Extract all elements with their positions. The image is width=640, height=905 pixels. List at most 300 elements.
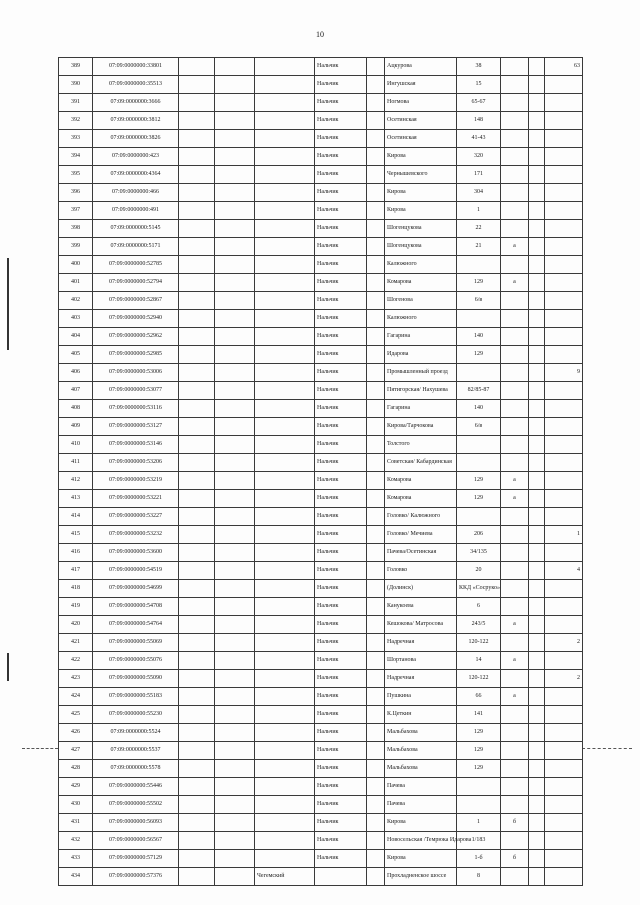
row-number: 408 bbox=[59, 400, 93, 418]
blank-cell bbox=[529, 814, 545, 832]
cadastral-number: 07:09:0000000:466 bbox=[93, 184, 179, 202]
district-name bbox=[255, 292, 315, 310]
cadastral-number: 07:09:0000000:53227 bbox=[93, 508, 179, 526]
district-name bbox=[255, 526, 315, 544]
cadastral-number: 07:09:0000000:55069 bbox=[93, 634, 179, 652]
scan-dash-line-right bbox=[582, 748, 632, 749]
city-name: Нальчик bbox=[315, 706, 367, 724]
street-name: Шогенцукова bbox=[385, 220, 457, 238]
city-name: Нальчик bbox=[315, 580, 367, 598]
table-row bbox=[59, 418, 583, 436]
blank-cell bbox=[215, 724, 255, 742]
scan-dash-line-left bbox=[22, 748, 58, 749]
blank-cell bbox=[529, 238, 545, 256]
blank-cell bbox=[179, 418, 215, 436]
flat-number bbox=[545, 724, 583, 742]
city-name: Нальчик bbox=[315, 454, 367, 472]
street-name: Кирова bbox=[385, 148, 457, 166]
flat-number bbox=[545, 850, 583, 868]
blank-cell bbox=[215, 598, 255, 616]
row-number: 421 bbox=[59, 634, 93, 652]
house-number: 148 bbox=[457, 112, 501, 130]
street-name: Шогенова bbox=[385, 292, 457, 310]
building-letter bbox=[501, 760, 529, 778]
flat-number bbox=[545, 868, 583, 886]
blank-cell bbox=[367, 76, 385, 94]
blank-cell bbox=[529, 454, 545, 472]
blank-cell bbox=[215, 868, 255, 886]
building-letter: а bbox=[501, 652, 529, 670]
city-name: Нальчик bbox=[315, 526, 367, 544]
building-letter: а bbox=[501, 688, 529, 706]
blank-cell bbox=[215, 58, 255, 76]
house-number: 129 bbox=[457, 472, 501, 490]
house-number: 34/135 bbox=[457, 544, 501, 562]
blank-cell bbox=[367, 310, 385, 328]
house-number: 21 bbox=[457, 238, 501, 256]
blank-cell bbox=[179, 94, 215, 112]
table-row bbox=[59, 760, 583, 778]
street-name: Кирова bbox=[385, 184, 457, 202]
district-name bbox=[255, 58, 315, 76]
table-row bbox=[59, 490, 583, 508]
blank-cell bbox=[179, 814, 215, 832]
street-name: Кирова bbox=[385, 814, 457, 832]
blank-cell bbox=[215, 382, 255, 400]
blank-cell bbox=[529, 274, 545, 292]
district-name bbox=[255, 796, 315, 814]
flat-number bbox=[545, 616, 583, 634]
building-letter bbox=[501, 130, 529, 148]
row-number: 433 bbox=[59, 850, 93, 868]
flat-number bbox=[545, 544, 583, 562]
street-name: Кирова bbox=[385, 202, 457, 220]
flat-number bbox=[545, 256, 583, 274]
row-number: 390 bbox=[59, 76, 93, 94]
street-name: Гагарина bbox=[385, 328, 457, 346]
cadastral-number: 07:09:0000000:54519 bbox=[93, 562, 179, 580]
district-name bbox=[255, 220, 315, 238]
table-row bbox=[59, 706, 583, 724]
house-number: 1/183 bbox=[457, 832, 501, 850]
cadastral-number: 07:09:0000000:5524 bbox=[93, 724, 179, 742]
table-row bbox=[59, 58, 583, 76]
blank-cell bbox=[529, 598, 545, 616]
flat-number bbox=[545, 436, 583, 454]
blank-cell bbox=[215, 562, 255, 580]
street-name: Пачева bbox=[385, 796, 457, 814]
blank-cell bbox=[215, 760, 255, 778]
district-name bbox=[255, 328, 315, 346]
building-letter bbox=[501, 256, 529, 274]
row-number: 394 bbox=[59, 148, 93, 166]
cadastral-number: 07:09:0000000:53127 bbox=[93, 418, 179, 436]
flat-number: 4 bbox=[545, 562, 583, 580]
row-number: 420 bbox=[59, 616, 93, 634]
house-number: 66 bbox=[457, 688, 501, 706]
blank-cell bbox=[215, 796, 255, 814]
cadastral-number: 07:09:0000000:55090 bbox=[93, 670, 179, 688]
blank-cell bbox=[367, 670, 385, 688]
blank-cell bbox=[367, 526, 385, 544]
blank-cell bbox=[529, 166, 545, 184]
street-name: Надречная bbox=[385, 670, 457, 688]
row-number: 392 bbox=[59, 112, 93, 130]
house-number: 129 bbox=[457, 760, 501, 778]
row-number: 406 bbox=[59, 364, 93, 382]
house-number: 15 bbox=[457, 76, 501, 94]
blank-cell bbox=[367, 112, 385, 130]
table-row bbox=[59, 94, 583, 112]
flat-number bbox=[545, 706, 583, 724]
flat-number: 63 bbox=[545, 58, 583, 76]
blank-cell bbox=[529, 112, 545, 130]
flat-number bbox=[545, 760, 583, 778]
blank-cell bbox=[179, 184, 215, 202]
house-number: 1-б bbox=[457, 850, 501, 868]
blank-cell bbox=[179, 454, 215, 472]
cadastral-number: 07:09:0000000:3826 bbox=[93, 130, 179, 148]
cadastral-number: 07:09:0000000:55230 bbox=[93, 706, 179, 724]
blank-cell bbox=[367, 418, 385, 436]
house-number: 41-43 bbox=[457, 130, 501, 148]
building-letter bbox=[501, 634, 529, 652]
district-name bbox=[255, 544, 315, 562]
row-number: 397 bbox=[59, 202, 93, 220]
building-letter bbox=[501, 202, 529, 220]
blank-cell bbox=[179, 436, 215, 454]
blank-cell bbox=[215, 76, 255, 94]
building-letter bbox=[501, 166, 529, 184]
house-number bbox=[457, 796, 501, 814]
blank-cell bbox=[215, 616, 255, 634]
blank-cell bbox=[367, 400, 385, 418]
building-letter bbox=[501, 778, 529, 796]
flat-number bbox=[545, 148, 583, 166]
district-name bbox=[255, 652, 315, 670]
blank-cell bbox=[529, 220, 545, 238]
table-row bbox=[59, 850, 583, 868]
row-number: 400 bbox=[59, 256, 93, 274]
blank-cell bbox=[179, 310, 215, 328]
table-row bbox=[59, 742, 583, 760]
blank-cell bbox=[215, 436, 255, 454]
blank-cell bbox=[367, 130, 385, 148]
blank-cell bbox=[215, 112, 255, 130]
street-name: Пачева bbox=[385, 778, 457, 796]
district-name bbox=[255, 724, 315, 742]
building-letter: а bbox=[501, 238, 529, 256]
street-name: Пачева/Осетинская bbox=[385, 544, 457, 562]
table-row bbox=[59, 562, 583, 580]
cadastral-number: 07:09:0000000:3666 bbox=[93, 94, 179, 112]
blank-cell bbox=[367, 580, 385, 598]
table-row bbox=[59, 148, 583, 166]
blank-cell bbox=[179, 634, 215, 652]
cadastral-number: 07:09:0000000:56093 bbox=[93, 814, 179, 832]
blank-cell bbox=[179, 112, 215, 130]
blank-cell bbox=[215, 274, 255, 292]
cadastral-number: 07:09:0000000:56567 bbox=[93, 832, 179, 850]
blank-cell bbox=[367, 220, 385, 238]
table-row bbox=[59, 184, 583, 202]
table-row bbox=[59, 508, 583, 526]
house-number bbox=[457, 364, 501, 382]
house-number: 120-122 bbox=[457, 670, 501, 688]
flat-number bbox=[545, 382, 583, 400]
cadastral-number: 07:09:0000000:53221 bbox=[93, 490, 179, 508]
flat-number bbox=[545, 220, 583, 238]
row-number: 423 bbox=[59, 670, 93, 688]
blank-cell bbox=[215, 832, 255, 850]
blank-cell bbox=[215, 94, 255, 112]
building-letter bbox=[501, 598, 529, 616]
city-name: Нальчик bbox=[315, 796, 367, 814]
city-name: Нальчик bbox=[315, 598, 367, 616]
flat-number: 9 bbox=[545, 364, 583, 382]
blank-cell bbox=[179, 580, 215, 598]
city-name: Нальчик bbox=[315, 310, 367, 328]
row-number: 389 bbox=[59, 58, 93, 76]
blank-cell bbox=[367, 850, 385, 868]
blank-cell bbox=[529, 670, 545, 688]
blank-cell bbox=[529, 688, 545, 706]
city-name: Нальчик bbox=[315, 328, 367, 346]
table-row bbox=[59, 652, 583, 670]
row-number: 427 bbox=[59, 742, 93, 760]
city-name: Нальчик bbox=[315, 508, 367, 526]
district-name bbox=[255, 634, 315, 652]
row-number: 426 bbox=[59, 724, 93, 742]
building-letter bbox=[501, 418, 529, 436]
district-name bbox=[255, 166, 315, 184]
street-name: Надречная bbox=[385, 634, 457, 652]
house-number: 140 bbox=[457, 328, 501, 346]
blank-cell bbox=[215, 130, 255, 148]
house-number: 141 bbox=[457, 706, 501, 724]
table-row bbox=[59, 346, 583, 364]
house-number bbox=[457, 508, 501, 526]
flat-number bbox=[545, 796, 583, 814]
city-name: Нальчик bbox=[315, 112, 367, 130]
blank-cell bbox=[179, 292, 215, 310]
row-number: 432 bbox=[59, 832, 93, 850]
blank-cell bbox=[367, 274, 385, 292]
house-number: 243/5 bbox=[457, 616, 501, 634]
building-letter bbox=[501, 544, 529, 562]
blank-cell bbox=[529, 760, 545, 778]
blank-cell bbox=[215, 814, 255, 832]
blank-cell bbox=[367, 382, 385, 400]
cadastral-number: 07:09:0000000:52785 bbox=[93, 256, 179, 274]
city-name: Нальчик bbox=[315, 832, 367, 850]
row-number: 405 bbox=[59, 346, 93, 364]
blank-cell bbox=[215, 184, 255, 202]
district-name bbox=[255, 706, 315, 724]
blank-cell bbox=[215, 166, 255, 184]
blank-cell bbox=[367, 436, 385, 454]
building-letter bbox=[501, 148, 529, 166]
city-name: Нальчик bbox=[315, 202, 367, 220]
cadastral-number: 07:09:0000000:3812 bbox=[93, 112, 179, 130]
house-number: 22 bbox=[457, 220, 501, 238]
house-number: 6/в bbox=[457, 418, 501, 436]
blank-cell bbox=[179, 688, 215, 706]
flat-number bbox=[545, 400, 583, 418]
row-number: 396 bbox=[59, 184, 93, 202]
city-name: Нальчик bbox=[315, 742, 367, 760]
row-number: 399 bbox=[59, 238, 93, 256]
table-row bbox=[59, 634, 583, 652]
city-name: Нальчик bbox=[315, 634, 367, 652]
flat-number bbox=[545, 598, 583, 616]
blank-cell bbox=[529, 652, 545, 670]
blank-cell bbox=[215, 544, 255, 562]
row-number: 417 bbox=[59, 562, 93, 580]
house-number: 304 bbox=[457, 184, 501, 202]
blank-cell bbox=[215, 256, 255, 274]
flat-number bbox=[545, 580, 583, 598]
house-number: ККД «Сосруко» bbox=[457, 580, 501, 598]
street-name: Ацкурова bbox=[385, 58, 457, 76]
house-number bbox=[457, 310, 501, 328]
row-number: 403 bbox=[59, 310, 93, 328]
building-letter bbox=[501, 454, 529, 472]
blank-cell bbox=[179, 760, 215, 778]
page-number: 10 bbox=[316, 30, 324, 39]
blank-cell bbox=[179, 526, 215, 544]
row-number: 393 bbox=[59, 130, 93, 148]
city-name: Нальчик bbox=[315, 76, 367, 94]
city-name: Нальчик bbox=[315, 778, 367, 796]
street-name: Ногмова bbox=[385, 94, 457, 112]
city-name: Нальчик bbox=[315, 490, 367, 508]
district-name bbox=[255, 382, 315, 400]
blank-cell bbox=[215, 472, 255, 490]
table-row bbox=[59, 778, 583, 796]
building-letter: а bbox=[501, 616, 529, 634]
cadastral-number: 07:09:0000000:52985 bbox=[93, 346, 179, 364]
cadastral-number: 07:09:0000000:33801 bbox=[93, 58, 179, 76]
blank-cell bbox=[367, 652, 385, 670]
flat-number: 1 bbox=[545, 526, 583, 544]
blank-cell bbox=[367, 688, 385, 706]
row-number: 401 bbox=[59, 274, 93, 292]
house-number bbox=[457, 454, 501, 472]
district-name bbox=[255, 580, 315, 598]
blank-cell bbox=[529, 796, 545, 814]
row-number: 424 bbox=[59, 688, 93, 706]
blank-cell bbox=[529, 256, 545, 274]
city-name: Нальчик bbox=[315, 670, 367, 688]
blank-cell bbox=[367, 634, 385, 652]
table-row bbox=[59, 814, 583, 832]
district-name bbox=[255, 814, 315, 832]
table-row bbox=[59, 76, 583, 94]
table-row bbox=[59, 670, 583, 688]
house-number: 206 bbox=[457, 526, 501, 544]
blank-cell bbox=[367, 796, 385, 814]
building-letter bbox=[501, 76, 529, 94]
district-name bbox=[255, 778, 315, 796]
cadastral-number: 07:09:0000000:55183 bbox=[93, 688, 179, 706]
district-name bbox=[255, 760, 315, 778]
row-number: 428 bbox=[59, 760, 93, 778]
flat-number bbox=[545, 742, 583, 760]
street-name: Кирова/Тарчокова bbox=[385, 418, 457, 436]
flat-number: 2 bbox=[545, 670, 583, 688]
district-name bbox=[255, 274, 315, 292]
cadastral-number: 07:09:0000000:53219 bbox=[93, 472, 179, 490]
street-name: Чернышевского bbox=[385, 166, 457, 184]
blank-cell bbox=[529, 130, 545, 148]
blank-cell bbox=[179, 238, 215, 256]
blank-cell bbox=[215, 454, 255, 472]
row-number: 430 bbox=[59, 796, 93, 814]
row-number: 431 bbox=[59, 814, 93, 832]
street-name: Промышленный проезд bbox=[385, 364, 457, 382]
blank-cell bbox=[215, 490, 255, 508]
table-row bbox=[59, 364, 583, 382]
building-letter bbox=[501, 94, 529, 112]
blank-cell bbox=[367, 454, 385, 472]
cadastral-number: 07:09:0000000:52962 bbox=[93, 328, 179, 346]
blank-cell bbox=[215, 850, 255, 868]
district-name bbox=[255, 508, 315, 526]
house-number: 171 bbox=[457, 166, 501, 184]
house-number: 129 bbox=[457, 724, 501, 742]
blank-cell bbox=[179, 598, 215, 616]
cadastral-number: 07:09:0000000:423 bbox=[93, 148, 179, 166]
street-name: К.Цеткин bbox=[385, 706, 457, 724]
blank-cell bbox=[529, 364, 545, 382]
table-row bbox=[59, 328, 583, 346]
blank-cell bbox=[529, 382, 545, 400]
blank-cell bbox=[529, 526, 545, 544]
blank-cell bbox=[215, 364, 255, 382]
blank-cell bbox=[179, 742, 215, 760]
cadastral-number: 07:09:0000000:53146 bbox=[93, 436, 179, 454]
blank-cell bbox=[529, 310, 545, 328]
building-letter bbox=[501, 184, 529, 202]
street-name: Гагарина bbox=[385, 400, 457, 418]
cadastral-number: 07:09:0000000:5578 bbox=[93, 760, 179, 778]
row-number: 407 bbox=[59, 382, 93, 400]
flat-number bbox=[545, 832, 583, 850]
blank-cell bbox=[179, 652, 215, 670]
building-letter bbox=[501, 400, 529, 418]
cadastral-number: 07:09:0000000:55076 bbox=[93, 652, 179, 670]
table-row bbox=[59, 472, 583, 490]
building-letter bbox=[501, 706, 529, 724]
cadastral-number: 07:09:0000000:5537 bbox=[93, 742, 179, 760]
blank-cell bbox=[179, 382, 215, 400]
house-number: 65-67 bbox=[457, 94, 501, 112]
district-name bbox=[255, 238, 315, 256]
table-row bbox=[59, 130, 583, 148]
blank-cell bbox=[529, 400, 545, 418]
blank-cell bbox=[215, 634, 255, 652]
city-name: Нальчик bbox=[315, 688, 367, 706]
cadastral-number: 07:09:0000000:54708 bbox=[93, 598, 179, 616]
table-row bbox=[59, 166, 583, 184]
blank-cell bbox=[367, 148, 385, 166]
building-letter bbox=[501, 562, 529, 580]
city-name: Нальчик bbox=[315, 724, 367, 742]
blank-cell bbox=[529, 292, 545, 310]
blank-cell bbox=[215, 580, 255, 598]
district-name bbox=[255, 598, 315, 616]
